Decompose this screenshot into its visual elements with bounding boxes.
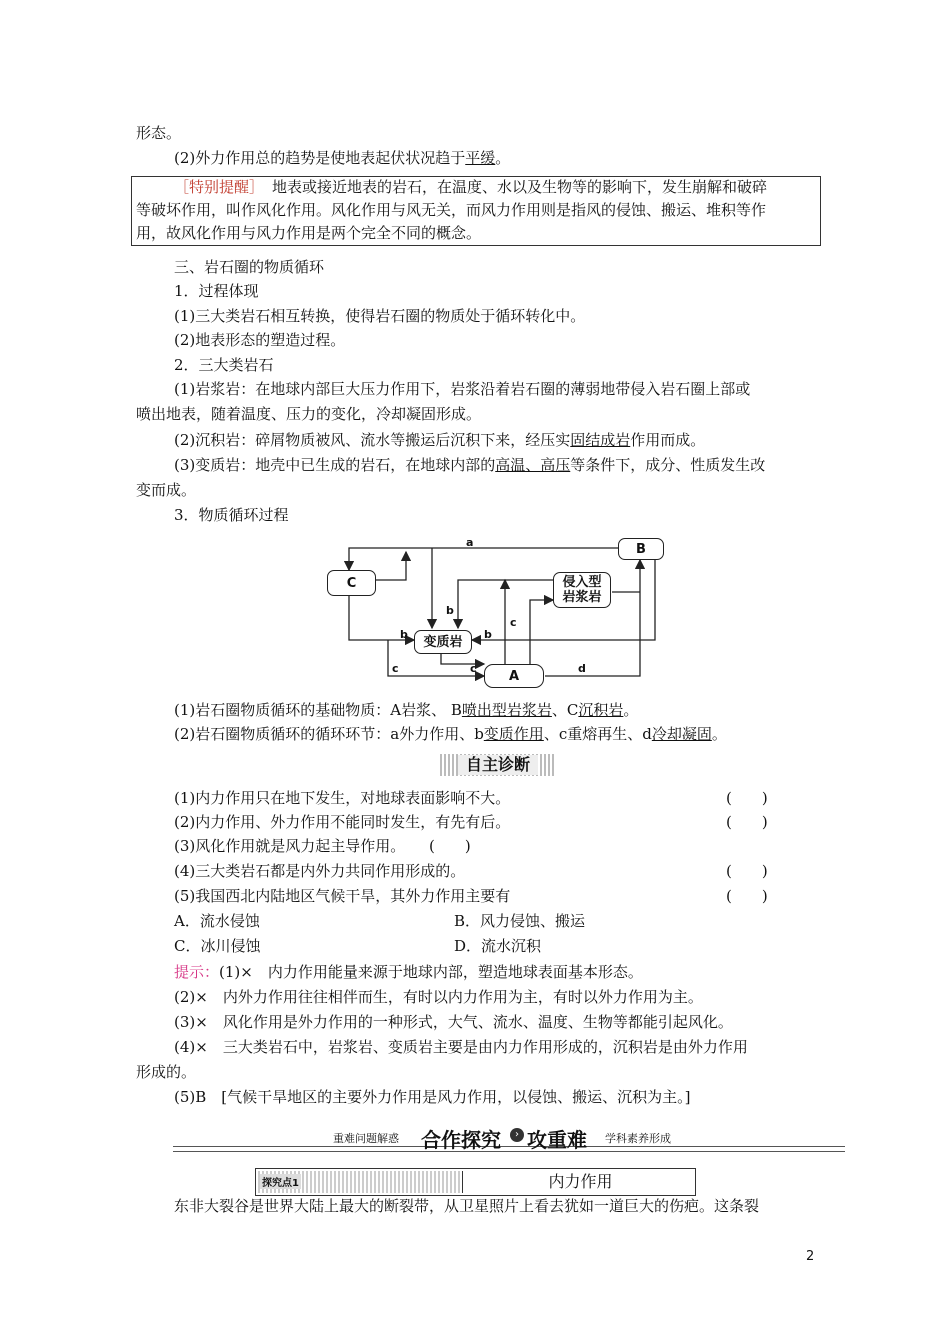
text-span: (2)岩石圈物质循环的循环环节：a外力作用、b (174, 725, 484, 743)
text-line (174, 700, 638, 720)
text-span: 。 (711, 725, 727, 743)
answer-blank: ( ) (726, 813, 768, 831)
question-item: (4)三大类岩石都是内外力共同作用形成的。 (174, 862, 466, 880)
label-c: c (392, 662, 399, 675)
hint-label: 提示： (174, 963, 220, 981)
answer-blank: ( ) (429, 837, 471, 855)
section-banner (173, 1124, 845, 1152)
explore-title: 内力作用 (548, 1172, 613, 1191)
banner-title-part1: 合作探究 (421, 1128, 501, 1152)
text-span: 。 (623, 701, 639, 719)
self-diagnosis-header (440, 754, 556, 776)
text-line: 3．物质循环过程 (174, 506, 289, 524)
answer-blank: ( ) (726, 862, 768, 880)
explore-point-box (255, 1168, 696, 1196)
option-b: B．风力侵蚀、搬运 (454, 912, 586, 930)
answer-blank: ( ) (726, 887, 768, 905)
text-line: 喷出地表，随着温度、压力的变化，冷却凝固形成。 (136, 405, 482, 423)
text-span: (1)岩石圈物质循环的基础物质：A岩浆、 B (174, 701, 462, 719)
label-d: d (578, 662, 586, 675)
text-line: 形态。 (136, 124, 182, 142)
text-span: 、C (551, 701, 579, 719)
node-a: A (484, 664, 544, 688)
node-c: C (327, 570, 376, 596)
text-span: 地表或接近地表的岩石，在温度、水以及生物等的影响下，发生崩解和破碎 (272, 178, 768, 196)
answer-blank: ( ) (726, 789, 768, 807)
section-heading: 三、岩石圈的物质循环 (174, 258, 325, 276)
text-span: (1)× 内力作用能量来源于地球内部，塑造地球表面基本形态。 (219, 963, 643, 981)
answer-underline: 固结成岩 (570, 431, 631, 449)
hint-line: (5)B [气候干旱地区的主要外力作用是风力作用，以侵蚀、搬运、沉积为主。] (174, 1088, 691, 1106)
banner-left-text: 重难问题解惑 (333, 1132, 399, 1145)
answer-underline: 高温、高压 (495, 456, 571, 474)
hint-line (174, 962, 643, 982)
answer-underline: 喷出型岩浆岩 (461, 701, 552, 719)
reminder-label: ［特别提醒］ (174, 178, 265, 196)
label-b: b (484, 628, 492, 641)
option-a: A．流水侵蚀 (174, 912, 260, 930)
label-b: b (400, 628, 408, 641)
text-line: (1)岩浆岩：在地球内部巨大压力作用下，岩浆沿着岩石圈的薄弱地带侵入岩石圈上部或 (174, 380, 751, 398)
option-d: D．流水沉积 (454, 937, 542, 955)
question-item: (1)内力作用只在地下发生，对地球表面影响不大。 (174, 789, 511, 807)
answer-underline: 沉积岩 (578, 701, 624, 719)
question-item: (2)内力作用、外力作用不能同时发生，有先有后。 (174, 813, 511, 831)
text-line: 变而成。 (136, 481, 197, 499)
node-b: B (618, 538, 664, 560)
banner-rule (173, 1146, 845, 1152)
label-b: b (446, 604, 454, 617)
explore-tag (258, 1171, 463, 1193)
text-line (174, 724, 727, 744)
label-a: a (466, 536, 474, 549)
hint-line: (4)× 三大类岩石中，岩浆岩、变质岩主要是由内力作用形成的，沉积岩是由外力作用 (174, 1038, 748, 1056)
text-span: 作用而成。 (630, 431, 706, 449)
text-line: 东非大裂谷是世界大陆上最大的断裂带，从卫星照片上看去犹如一道巨大的伤疤。这条裂 (174, 1197, 760, 1215)
answer-underline: 变质作用 (483, 725, 544, 743)
text-span: 、c重熔再生、d (543, 725, 652, 743)
text-span: (2)外力作用总的趋势是使地表起伏状况趋于 (174, 149, 466, 167)
text-line: 等破坏作用，叫作风化作用。风化作用与风无关，而风力作用则是指风的侵蚀、搬运、堆积等作 (136, 201, 767, 219)
answer-underline: 冷却凝固 (651, 725, 712, 743)
banner-title-part2: 攻重难 (527, 1128, 587, 1152)
node-intrusive-igneous: 侵入型 岩浆岩 (553, 572, 611, 608)
node-metamorphic: 变质岩 (414, 630, 472, 654)
explore-tag-label: 探究点1 (260, 1174, 301, 1189)
text-span: 等条件下，成分、性质发生改 (570, 456, 766, 474)
text-line: 1．过程体现 (174, 282, 259, 300)
hint-line: (3)× 风化作用是外力作用的一种形式，大气、流水、温度、生物等都能引起风化。 (174, 1013, 733, 1031)
text-span: (2)沉积岩：碎屑物质被风、流水等搬运后沉积下来，经压实 (174, 431, 571, 449)
answer-underline: 平缓 (465, 149, 496, 167)
label-c: c (470, 662, 477, 675)
banner-right-text: 学科素养形成 (605, 1132, 671, 1145)
text-span: 。 (495, 149, 511, 167)
page-number: 2 (806, 1249, 815, 1264)
hint-line: (2)× 内外力作用往往相伴而生，有时以内力作用为主，有时以外力作用为主。 (174, 988, 703, 1006)
text-line: (1)三大类岩石相互转换，使得岩石圈的物质处于循环转化中。 (174, 307, 586, 325)
label-c: c (510, 616, 517, 629)
text-line: 用，故风化作用与风力作用是两个完全不同的概念。 (136, 224, 482, 242)
section-title: 自主诊断 (458, 755, 538, 775)
text-line: (2)地表形态的塑造过程。 (174, 331, 346, 349)
question-item: (3)风化作用就是风力起主导作用。 (174, 837, 406, 855)
option-c: C．冰川侵蚀 (174, 937, 261, 955)
chevron-right-icon: › (510, 1128, 524, 1142)
question-item: (5)我国西北内陆地区气候干旱，其外力作用主要有 (174, 887, 511, 905)
text-span: (3)变质岩：地壳中已生成的岩石，在地球内部的 (174, 456, 496, 474)
hint-line: 形成的。 (136, 1063, 197, 1081)
text-line: 2．三大类岩石 (174, 356, 274, 374)
